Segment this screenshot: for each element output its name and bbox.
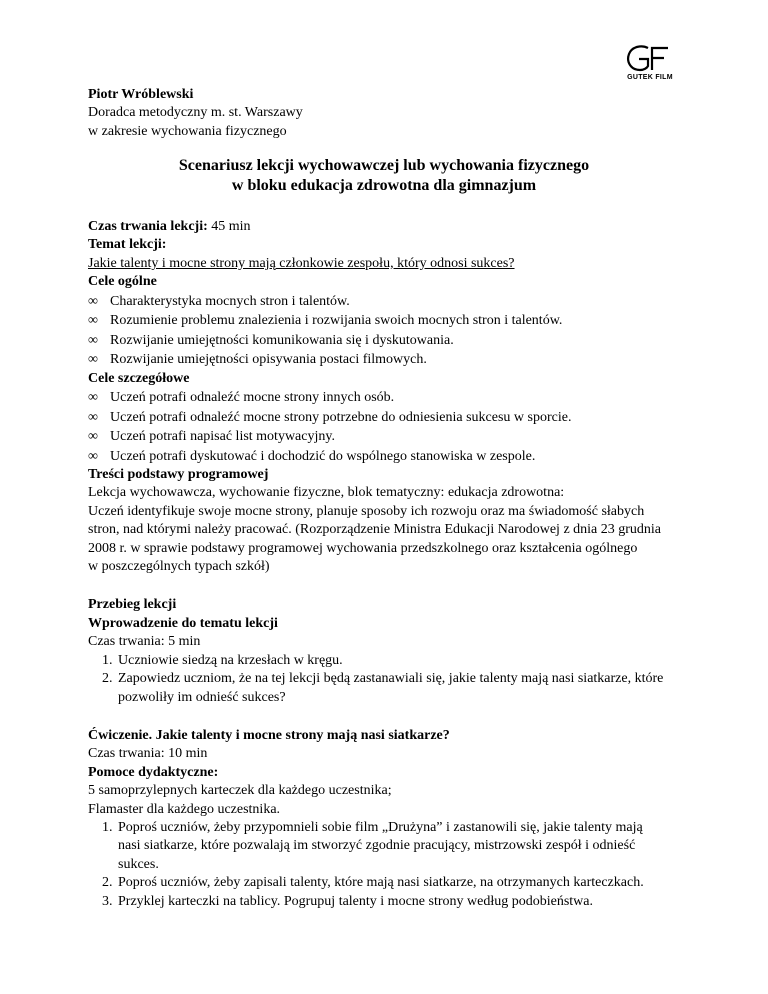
list-item-text: Uczeń potrafi dyskutować i dochodzić do wspólnego stanowiska w zespole.: [110, 448, 536, 464]
title-line-1: Scenariusz lekcji wychowawczej lub wychowania fizycznego: [178, 157, 590, 174]
infinity-bullet-icon: ∞: [88, 390, 98, 406]
intro-duration: Czas trwania: 5 min: [88, 634, 201, 650]
intro-steps: [88, 652, 688, 707]
curriculum-text: [88, 484, 688, 576]
topic-label: Temat lekcji:: [88, 237, 167, 253]
specific-goals-heading: Cele szczegółowe: [88, 370, 190, 386]
infinity-bullet-icon: ∞: [88, 313, 98, 329]
topic-text: Jakie talenty i mocne strony mają członkowie zespołu, który odnosi sukces?: [88, 255, 515, 271]
gf-monogram-icon: [622, 44, 678, 74]
infinity-bullet-icon: ∞: [88, 332, 98, 348]
step-line: Przyklej karteczki na tablicy. Pogrupuj talenty i mocne strony według podobieństwa.: [118, 893, 593, 909]
exercise-heading: Ćwiczenie. Jakie talenty i mocne strony mają nasi siatkarze?: [88, 727, 450, 743]
list-item: [88, 350, 688, 370]
step-line: Poproś uczniów, żeby zapisali talenty, które mają nasi siatkarze, na otrzymanych karteczkach.: [118, 875, 644, 891]
list-item-text: Charakterystyka mocnych stron i talentów.: [110, 293, 350, 309]
curriculum-line: Uczeń identyfikuje swoje mocne strony, planuje sposoby ich rozwoju oraz ma świadomość słabych: [88, 503, 645, 519]
list-item-text: Uczeń potrafi odnaleźć mocne strony innych osób.: [110, 390, 395, 406]
author-block: [88, 86, 303, 141]
step-line: Poproś uczniów, żeby przypomnieli sobie film „Drużyna” i zastanowili się, jakie talenty mają: [118, 819, 643, 835]
list-item: [88, 874, 688, 892]
logo-text: GUTEK FILM: [627, 74, 673, 81]
step-line: Zapowiedz uczniom, że na tej lekcji będą zastanawiali się, jakie talenty mają nasi siatkarze, które: [118, 671, 664, 687]
infinity-bullet-icon: ∞: [88, 409, 98, 425]
general-goals-list: [88, 292, 688, 370]
step-number: 1.: [102, 819, 113, 835]
gutek-film-logo: [622, 44, 678, 86]
step-number: 2.: [102, 671, 113, 687]
lesson-heading: Przebieg lekcji: [88, 597, 177, 613]
title-line-2: w bloku edukacja zdrowotna dla gimnazjum: [231, 177, 537, 194]
step-line: nasi siatkarze, które pozwalają im stworzyć zgodnie pracujący, mistrzowski zespół i odnieść: [118, 838, 636, 854]
exercise-steps: [88, 819, 688, 911]
step-number: 1.: [102, 652, 113, 668]
intro-heading: Wprowadzenie do tematu lekcji: [88, 615, 278, 631]
list-item: [88, 408, 688, 428]
author-name: Piotr Wróblewski: [88, 87, 194, 102]
step-number: 2.: [102, 875, 113, 891]
list-item-text: Uczeń potrafi napisać list motywacyjny.: [110, 429, 335, 445]
list-item: [88, 652, 688, 670]
author-area: w zakresie wychowania fizycznego: [88, 123, 287, 139]
infinity-bullet-icon: ∞: [88, 448, 98, 464]
curriculum-line: stron, nad którymi należy pracować. (Rozporządzenie Ministra Edukacji Narodowej z dnia 23 grudnia: [88, 522, 662, 538]
list-item: [88, 388, 688, 408]
list-item: [88, 311, 688, 331]
specific-goals-list: [88, 388, 688, 466]
aids-heading: Pomoce dydaktyczne:: [88, 764, 219, 780]
general-goals-heading: Cele ogólne: [88, 274, 157, 290]
list-item: [88, 292, 688, 312]
duration-label: Czas trwania lekcji:: [88, 219, 208, 234]
infinity-bullet-icon: ∞: [88, 352, 98, 368]
aid-item: Flamaster dla każdego uczestnika.: [88, 801, 281, 817]
list-item: [88, 670, 688, 707]
exercise-duration: Czas trwania: 10 min: [88, 746, 208, 762]
duration-value: 45 min: [211, 219, 251, 234]
author-role: Doradca metodyczny m. st. Warszawy: [88, 105, 303, 121]
list-item: [88, 893, 688, 911]
curriculum-line: 2008 r. w sprawie podstawy programowej wychowania przedszkolnego oraz kształcenia ogólnego: [88, 540, 638, 556]
step-number: 3.: [102, 893, 113, 909]
infinity-bullet-icon: ∞: [88, 429, 98, 445]
curriculum-heading: Treści podstawy programowej: [88, 467, 269, 483]
list-item-text: Rozwijanie umiejętności komunikowania się i dyskutowania.: [110, 332, 454, 348]
list-item: [88, 447, 688, 467]
step-line: Uczniowie siedzą na krzesłach w kręgu.: [118, 652, 343, 668]
list-item-text: Rozumienie problemu znalezienia i rozwijania swoich mocnych stron i talentów.: [110, 313, 563, 329]
list-item: [88, 331, 688, 351]
step-line: pozwoliły im odnieść sukces?: [118, 689, 286, 705]
document-body: [88, 218, 688, 911]
step-line: sukces.: [118, 856, 159, 872]
list-item: [88, 427, 688, 447]
curriculum-line: w poszczególnych typach szkół): [88, 559, 270, 575]
curriculum-line: Lekcja wychowawcza, wychowanie fizyczne, blok tematyczny: edukacja zdrowotna:: [88, 485, 565, 501]
list-item-text: Rozwijanie umiejętności opisywania postaci filmowych.: [110, 352, 427, 368]
list-item-text: Uczeń potrafi odnaleźć mocne strony potrzebne do odniesienia sukcesu w sporcie.: [110, 409, 572, 425]
aid-item: 5 samoprzylepnych karteczek dla każdego uczestnika;: [88, 783, 392, 799]
list-item: [88, 819, 688, 874]
duration-line: [88, 218, 688, 236]
document-title: [88, 156, 680, 196]
infinity-bullet-icon: ∞: [88, 293, 98, 309]
